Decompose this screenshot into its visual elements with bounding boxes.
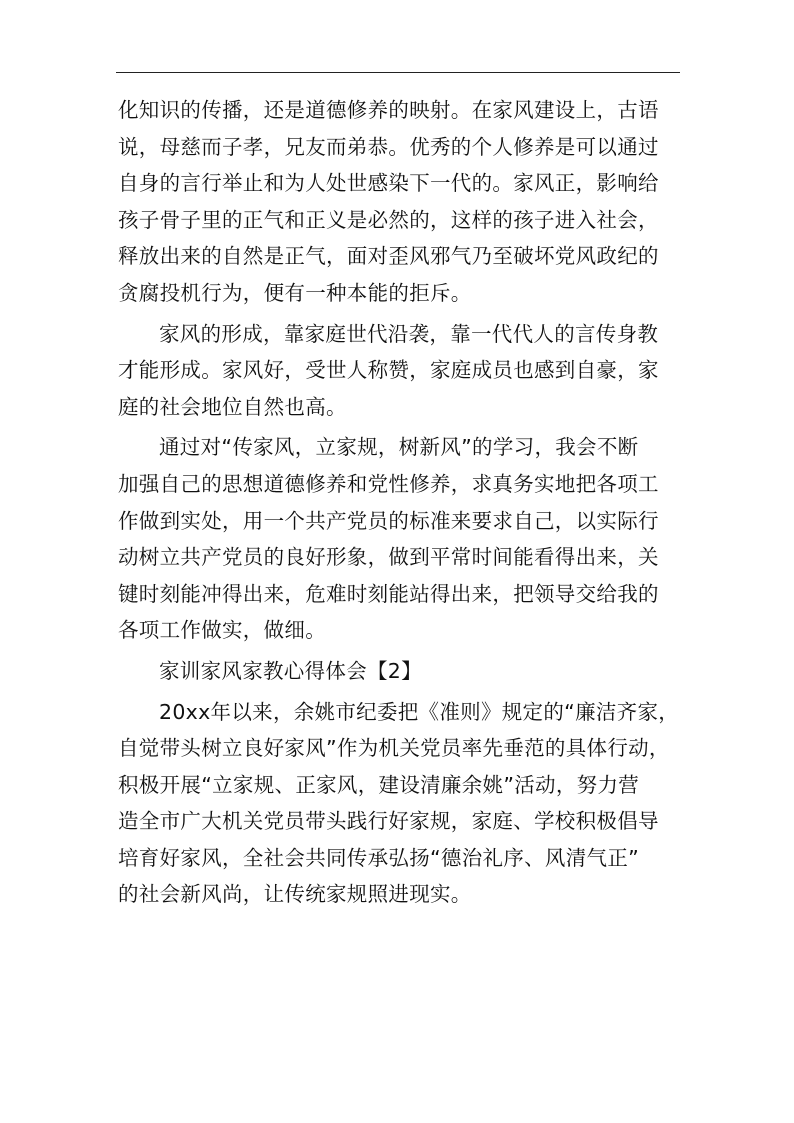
text-line: 20xx年以来，余姚市纪委把《准则》规定的“廉洁齐家， [159, 699, 680, 724]
heading-text: 家训家风家教心得体会【2】 [159, 658, 422, 683]
text-line: 培育好家风，全社会共同传承弘扬“德治礼序、风清气正” [118, 845, 640, 870]
paragraph [118, 316, 680, 426]
text-line: 庭的社会地位自然也高。 [118, 394, 347, 419]
text-line: 才能形成。家风好，受世人称赞，家庭成员也感到自豪，家 [118, 358, 659, 383]
text-line: 孩子骨子里的正气和正义是必然的，这样的孩子进入社会， [118, 207, 659, 232]
text-line: 说，母慈而子孝，兄友而弟恭。优秀的个人修养是可以通过 [118, 134, 659, 159]
document-body [118, 92, 680, 913]
text-line: 贪腐投机行为，便有一种本能的拒斥。 [118, 280, 472, 305]
text-line: 造全市广大机关党员带头践行好家规，家庭、学校积极倡导 [118, 809, 659, 834]
paragraph [118, 694, 680, 914]
text-line: 动树立共产党员的良好形象，做到平常时间能看得出来，关 [118, 545, 659, 570]
header-rule [116, 72, 680, 73]
paragraph [118, 92, 680, 312]
text-line: 各项工作做实，做细。 [118, 618, 326, 643]
text-line: 作做到实处，用一个共产党员的标准来要求自己，以实际行 [118, 508, 659, 533]
text-line: 积极开展“立家规、正家风，建设清廉余姚”活动，努力营 [118, 772, 640, 797]
text-line: 化知识的传播，还是道德修养的映射。在家风建设上，古语 [118, 98, 659, 122]
text-line: 的社会新风尚，让传统家规照进现实。 [118, 882, 472, 907]
text-line: 通过对“传家风，立家规，树新风”的学习，我会不断 [159, 435, 639, 460]
text-line: 加强自己的思想道德修养和党性修养，求真务实地把各项工 [118, 471, 659, 496]
paragraph [118, 429, 680, 649]
text-line: 自身的言行举止和为人处世感染下一代的。家风正，影响给 [118, 171, 659, 196]
text-line: 家风的形成，靠家庭世代沿袭，靠一代代人的言传身教 [159, 321, 659, 346]
section-heading [118, 653, 680, 690]
text-line: 自觉带头树立良好家风”作为机关党员率先垂范的具体行动， [118, 736, 670, 761]
text-line: 释放出来的自然是正气，面对歪风邪气乃至破坏党风政纪的 [118, 244, 659, 269]
text-line: 键时刻能冲得出来，危难时刻能站得出来，把领导交给我的 [118, 581, 659, 606]
